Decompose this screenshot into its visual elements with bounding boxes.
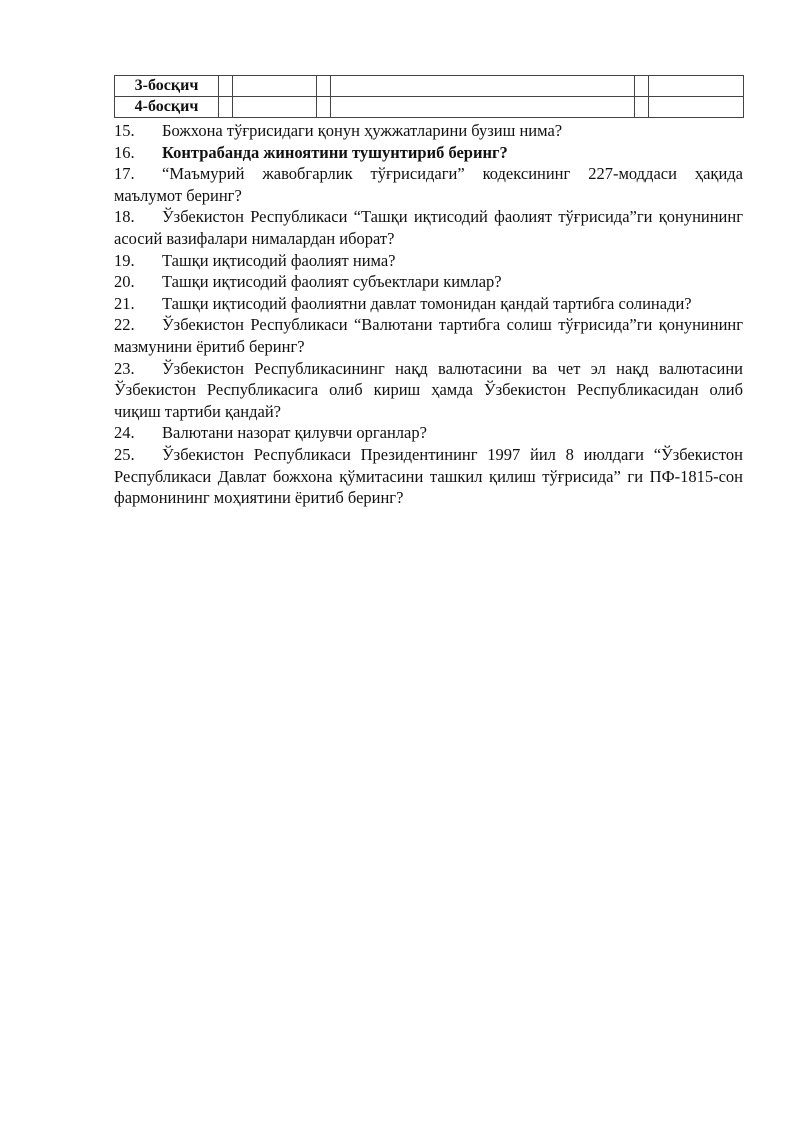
question-text: Ўзбекистон Республикаси “Валютани тартибга солиш тўғрисида”ги қонунининг мазмунини ёритиб беринг?: [114, 315, 743, 356]
question-number: 23.: [114, 358, 135, 378]
stages-table: [114, 75, 744, 118]
question-item: [114, 142, 743, 164]
table-cell: [649, 97, 744, 118]
question-item: [114, 250, 743, 272]
table-cell: [635, 97, 649, 118]
table-row: [115, 97, 744, 118]
question-text: Ўзбекистон Республикасининг нақд валютасини ва чет эл нақд валютасини Ўзбекистон Республикасига олиб кириш ҳамда Ўзбекистон Республикасидан олиб чиқиш тартиби қандай?: [114, 358, 743, 421]
question-number: 19.: [114, 250, 135, 270]
question-item: [114, 206, 743, 249]
question-item: [114, 314, 743, 357]
question-number: 17.: [114, 164, 135, 184]
question-text: Ўзбекистон Республикаси Президентининг 1997 йил 8 июлдаги “Ўзбекистон Республикаси Давлат божхона қўмитасини ташкил қилиш тўғрисида” ги ПФ-1815-сон фармонининг моҳиятини ёритиб беринг?: [114, 444, 743, 508]
table-cell: [331, 76, 635, 97]
question-text: Божхона тўғрисидаги қонун ҳужжатларини бузиш нима?: [162, 121, 563, 140]
question-item: [114, 358, 743, 423]
question-text: “Маъмурий жавобгарлик тўғрисидаги” кодексининг 227-моддаси ҳақида маълумот беринг?: [114, 164, 743, 205]
table-cell: [649, 76, 744, 97]
question-number: 24.: [114, 423, 135, 443]
question-list: [114, 120, 743, 509]
document-page: [114, 75, 743, 509]
table-row: [115, 76, 744, 97]
table-cell: [317, 76, 331, 97]
table-cell: [219, 97, 233, 118]
question-number: 22.: [114, 315, 135, 335]
stage-label: 4-босқич: [115, 97, 219, 118]
question-number: 20.: [114, 272, 135, 292]
question-item: [114, 120, 743, 142]
question-text: Ўзбекистон Республикаси “Ташқи иқтисодий фаолият тўғрисида”ги қонунининг асосий вазифалари нималардан иборат?: [114, 207, 743, 248]
question-number: 16.: [114, 142, 135, 162]
question-number: 18.: [114, 207, 135, 227]
question-text: Ташқи иқтисодий фаолият нима?: [162, 250, 396, 270]
question-number: 21.: [114, 293, 135, 313]
table-cell: [233, 76, 317, 97]
question-item: [114, 293, 743, 315]
question-item: [114, 271, 743, 293]
table-cell: [331, 97, 635, 118]
question-item: [114, 444, 743, 509]
question-item: [114, 163, 743, 206]
table-cell: [219, 76, 233, 97]
table-cell: [233, 97, 317, 118]
stage-label: 3-босқич: [115, 76, 219, 97]
question-text: Ташқи иқтисодий фаолиятни давлат томонидан қандай тартибга солинади?: [162, 293, 692, 313]
table-cell: [635, 76, 649, 97]
question-number: 25.: [114, 444, 135, 464]
question-text: Валютани назорат қилувчи органлар?: [162, 423, 427, 443]
question-item: [114, 422, 743, 444]
question-number: 15.: [114, 121, 135, 140]
table-cell: [317, 97, 331, 118]
question-text: Ташқи иқтисодий фаолият субъектлари кимлар?: [162, 272, 502, 292]
question-text: Контрабанда жиноятини тушунтириб беринг?: [162, 142, 508, 162]
